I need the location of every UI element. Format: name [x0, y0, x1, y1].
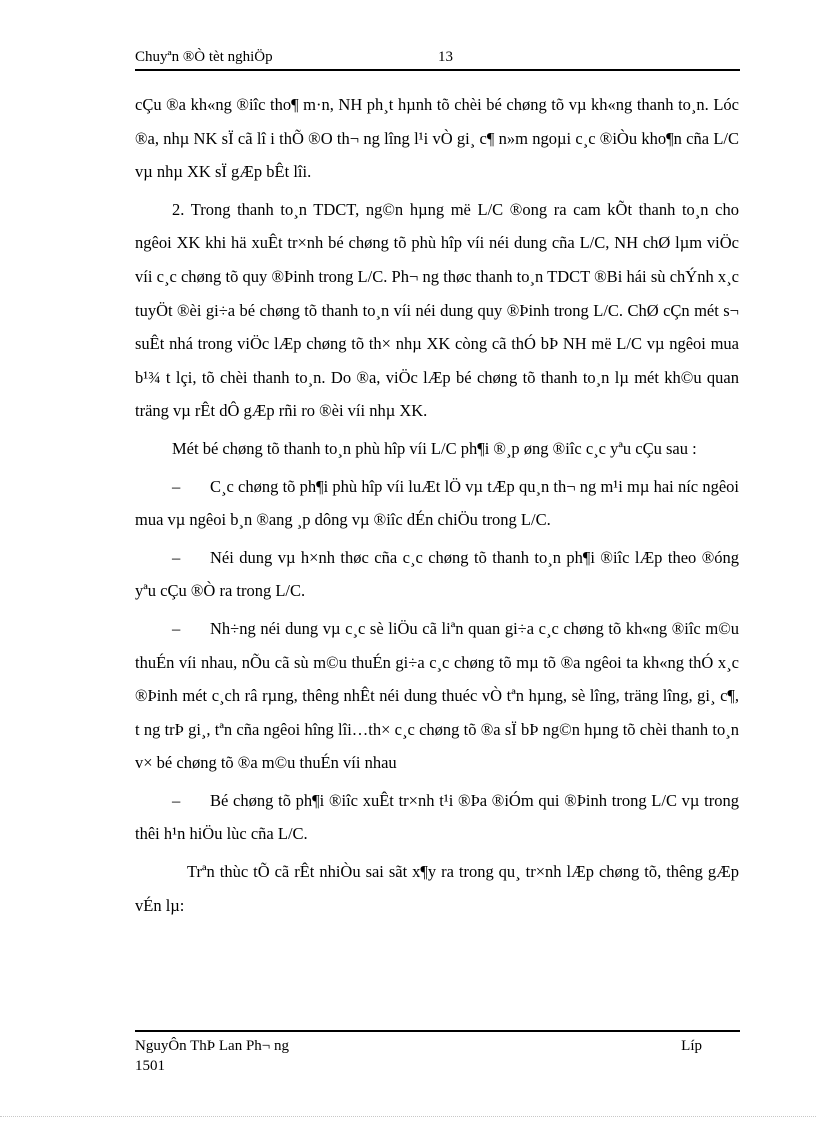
list-item — [135, 541, 739, 608]
class-code: 1501 — [135, 1058, 165, 1074]
page-edge-divider — [0, 1116, 816, 1117]
list-item — [135, 784, 739, 851]
page-body — [135, 88, 739, 922]
paragraph-item-2: 2. Trong thanh to¸n TDCT, ng©n hµng më L/C ®ong ra cam kÕt thanh to¸n cho ngêoi XK khi hä xuÊt tr×nh bé chøng tõ phù hîp víi néi dung cña L/C, NH chØ lµm viÖc víi c¸c chøng tõ quy ®Þinh trong L/C. Ph¬ ng thøc thanh to¸n TDCT ®Bi hái sù chÝnh x¸c tuyÖt ®èi gi÷a bé chøng tõ thanh to¸n víi néi dung quy ®Þinh trong L/C. ChØ cÇn mét s¬ suÊt nhá trong viÖc lÆp chøng tõ th× nhµ XK còng cã thÓ bÞ NH më L/C vµ ngêoi mua b¹¾ t lçi, tõ chèi thanh to¸n. Do ®a, viÖc lÆp bé chøng tõ thanh to¸n lµ mét kh©u quan träng vµ rÊt dÔ gÆp rñi ro ®èi víi nhµ XK. — [135, 199, 739, 421]
page-number: 13 — [438, 49, 453, 65]
paragraph-requirements-intro: Mét bé chøng tõ thanh to¸n phù hîp víi L/C ph¶i ®¸p øng ®iîc c¸c yªu cÇu sau : — [172, 438, 697, 458]
bullet-dash-icon: – — [172, 476, 181, 496]
paragraph-closing: Trªn thùc tÕ cã rÊt nhiÒu sai sãt x¶y ra trong qu¸ tr×nh lÆp chøng tõ, thêng gÆp vÉn lµ: — [135, 862, 739, 915]
author-name: NguyÔn ThÞ Lan Ph¬ ng — [135, 1038, 290, 1054]
page-header — [135, 49, 740, 71]
footer-divider — [135, 1030, 740, 1032]
list-item-text: C¸c chøng tõ ph¶i phù hîp víi luÆt lÖ vµ tÆp qu¸n th¬ ng m¹i mµ hai níc ngêoi mua vµ ngêoi b¸n ®ang ¸p dông vµ ®iîc dÉn chiÖu trong L/C. — [135, 476, 739, 530]
list-item-text: Bé chøng tõ ph¶i ®iîc xuÊt tr×nh t¹i ®Þa ®iÓm qui ®Þinh trong L/C vµ trong thêi h¹n hiÖu lùc cña L/C. — [135, 790, 739, 844]
paragraph-continuation: cÇu ®a kh«ng ®iîc tho¶ m·n, NH ph¸t hµnh tõ chèi bé chøng tõ vµ kh«ng thanh to¸n. Lóc ®a, nhµ NK sÏ cã lî i thÕ ®O th¬ ng lîng l¹i vÒ gi¸ c¶ n»m ngoµi c¸c ®iÒu kho¶n cña L/C vµ nhµ XK sÏ gÆp bÊt lîi. — [135, 95, 739, 182]
list-item — [135, 470, 739, 537]
list-item-text: Néi dung vµ h×nh thøc cña c¸c chøng tõ thanh to¸n ph¶i ®iîc lÆp theo ®óng yªu cÇu ®Ò ra trong L/C. — [135, 547, 739, 601]
class-label: Líp — [681, 1038, 702, 1054]
header-divider — [135, 69, 740, 71]
list-item — [135, 612, 739, 780]
bullet-dash-icon: – — [172, 547, 181, 567]
bullet-dash-icon: – — [172, 618, 181, 638]
document-title: Chuyªn ®Ò tèt nghiÖp — [135, 49, 273, 65]
page-footer — [135, 1030, 740, 1080]
bullet-dash-icon: – — [172, 790, 181, 810]
list-item-text: Nh÷ng néi dung vµ c¸c sè liÖu cã liªn quan gi÷a c¸c chøng tõ kh«ng ®iîc m©u thuÉn víi nhau, nÕu cã sù m©u thuÉn gi÷a c¸c chøng tõ mµ tõ ®a ngêoi ta kh«ng thÓ x¸c ®Þinh mét c¸ch râ rµng, thêng nhÊt néi dung thuéc vÒ tªn hµng, sè lîng, träng lîng, gi¸ c¶, t ng trÞ gi¸, tªn cña ngêoi hîng lîi…th× c¸c chøng tõ ®a sÏ bÞ ng©n hµng tõ chèi thanh to¸n v× bé chøng tõ ®a m©u thuÉn víi nhau — [135, 618, 739, 773]
